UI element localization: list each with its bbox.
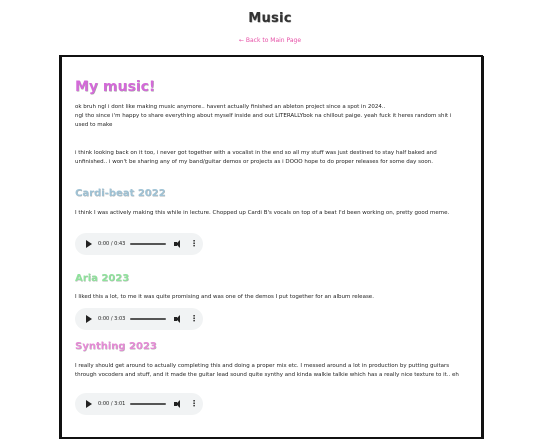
audio-player[interactable] — [75, 308, 203, 330]
intro-paragraph-2: ngl tho since i'm happy to share everything about myself inside and out LITERALLYbok na chillout paige. yeah fuck it heres random shit i used to make — [75, 113, 452, 128]
play-icon[interactable] — [86, 400, 92, 408]
track-title-cardi-beat: Cardi-beat 2022 — [75, 188, 166, 199]
track-title-aria: Aria 2023 — [75, 273, 130, 284]
section-heading: My music! — [75, 79, 156, 95]
more-options-icon[interactable]: ⋮ — [190, 399, 198, 408]
volume-icon[interactable] — [174, 400, 182, 408]
intro-paragraph-1: ok bruh ngl i dont like making music anymore.. havent actually finished an ableton project since a spot in 2024.. — [75, 104, 386, 110]
page-title: Music — [248, 11, 292, 26]
progress-track[interactable] — [130, 243, 166, 245]
time-readout: 0:00 / 3:03 — [98, 316, 126, 322]
track-description: I think I was actively making this while in lecture. Chopped up Cardi B's vocals on top of a beat I'd been working on, pretty good meme. — [75, 210, 450, 216]
play-icon[interactable] — [86, 315, 92, 323]
time-readout: 0:00 / 3:01 — [98, 401, 126, 407]
more-options-icon[interactable]: ⋮ — [190, 314, 198, 323]
track-description: I liked this a lot, to me it was quite promising and was one of the demos I put together for an album release. — [75, 294, 374, 300]
content-frame — [60, 55, 483, 439]
progress-track[interactable] — [130, 318, 166, 320]
audio-player[interactable] — [75, 233, 203, 255]
track-title-synthing: Synthing 2023 — [75, 341, 157, 352]
volume-icon[interactable] — [174, 315, 182, 323]
volume-icon[interactable] — [174, 240, 182, 248]
back-to-main-link[interactable]: ← Back to Main Page — [238, 37, 302, 44]
time-readout: 0:00 / 0:43 — [98, 241, 126, 247]
play-icon[interactable] — [86, 240, 92, 248]
audio-player[interactable] — [75, 393, 203, 415]
intro-paragraph-3: i think looking back on it too, i never got together with a vocalist in the end so all my stuff was just destined to stay half baked and unfinished.. i won't be sharing any of my band/guitar demos or projects as i DOOO hope to do proper releases for some day soon. — [75, 150, 437, 165]
track-description: I really should get around to actually completing this and doing a proper mix etc. I messed around a lot in production by putting guitars through vocoders and stuff, and it made the guitar lead sound quite synthy and kinda walkie talkie which has a really nice texture to it.. eh — [75, 363, 459, 378]
more-options-icon[interactable]: ⋮ — [190, 239, 198, 248]
